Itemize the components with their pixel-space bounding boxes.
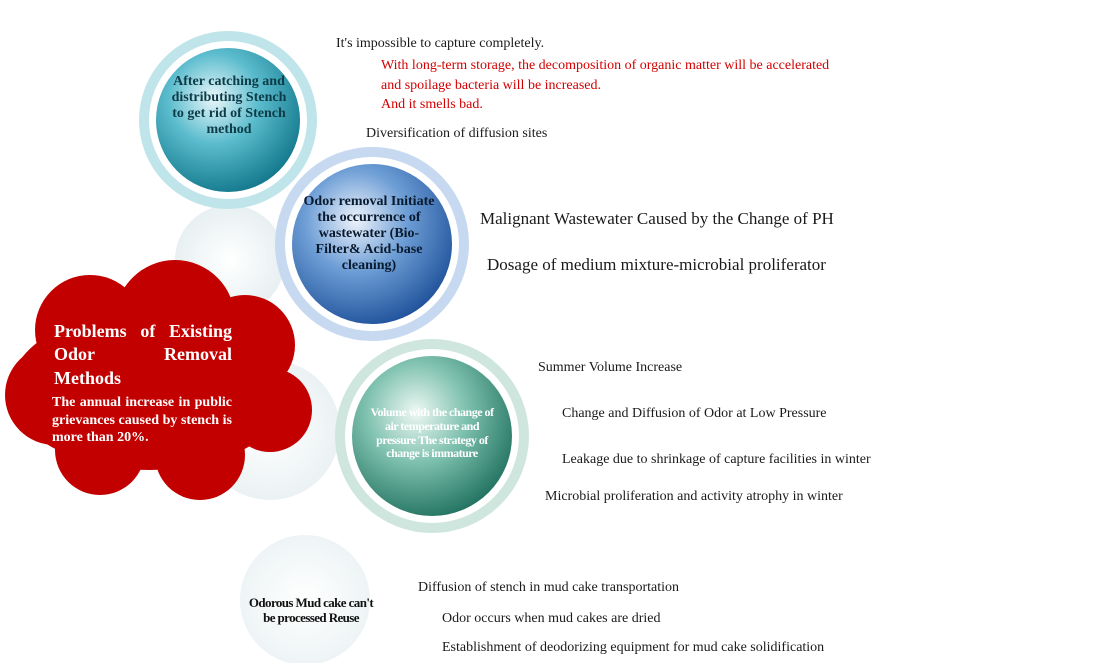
cloud-body: The annual increase in public grievances caused by stench is more than 20%. (52, 395, 232, 445)
temperature-circle-label: Volume with the change of air temperature and pressure The strategy of change is immature (370, 405, 494, 461)
wastewater-circle-label: Odor removal Initiate the occurrence of wastewater (Bio-Filter& Acid-base cleaning) (303, 194, 435, 274)
capture-branch-red-line: And it smells bad. (381, 97, 483, 112)
temperature-branch-item: Microbial proliferation and activity atrophy in winter (545, 489, 843, 504)
cloud-title: Problems of Existing Odor Removal Methods (54, 321, 232, 388)
capture-branch-main: It's impossible to capture completely. (336, 36, 545, 51)
temperature-branch-item: Leakage due to shrinkage of capture facilities in winter (562, 452, 871, 467)
wastewater-branch-item: Malignant Wastewater Caused by the Change of PH (480, 209, 834, 228)
mud-branch-item: Odor occurs when mud cakes are dried (442, 611, 661, 626)
temperature-branch-item: Change and Diffusion of Odor at Low Pressure (562, 406, 827, 421)
mud-branch-item: Diffusion of stench in mud cake transportation (418, 580, 680, 595)
wastewater-branch-item: Dosage of medium mixture-microbial proliferator (487, 255, 826, 274)
capture-branch-red-line: and spoilage bacteria will be increased. (381, 78, 602, 93)
capture-branch-red-line: With long-term storage, the decomposition of organic matter will be accelerated (381, 58, 830, 73)
capture-branch-extra: Diversification of diffusion sites (366, 126, 548, 141)
capture-circle-label: After catching and distributing Stench to get rid of Stench method (171, 74, 287, 138)
mud-cake-label: Odorous Mud cake can't be processed Reuse (248, 595, 374, 625)
temperature-branch-item: Summer Volume Increase (538, 360, 683, 375)
mud-branch-item: Establishment of deodorizing equipment for mud cake solidification (442, 640, 825, 655)
